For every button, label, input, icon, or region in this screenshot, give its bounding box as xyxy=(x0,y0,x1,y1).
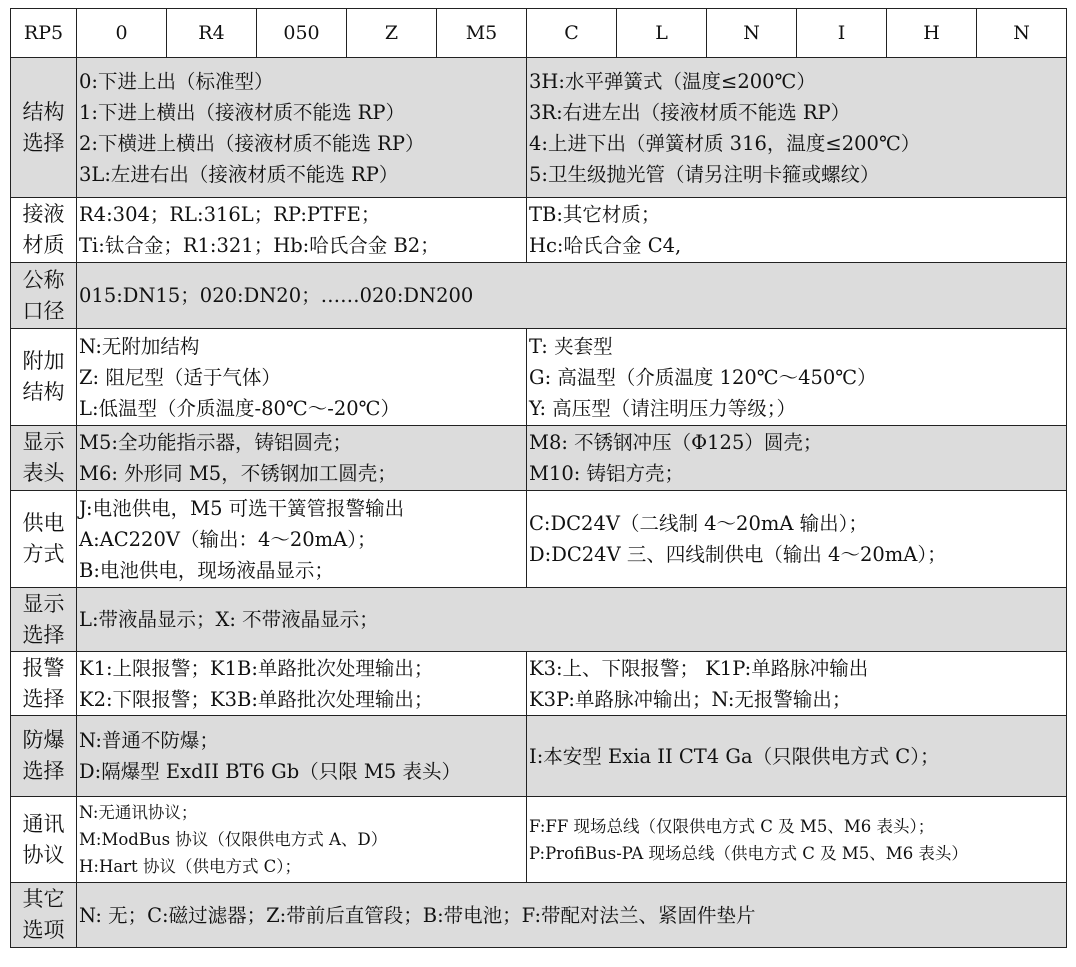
option-line: T: 夹套型 xyxy=(529,334,613,358)
option-line: N:无通讯协议； xyxy=(79,803,198,822)
row-label: 显示 选择 xyxy=(11,588,77,652)
option-line: Hc:哈氏合金 C4, xyxy=(529,234,682,257)
model-code-cell: RP5 xyxy=(11,9,77,58)
model-code-cell: C xyxy=(527,9,617,58)
option-line: 3H:水平弹簧式（温度≤200℃） xyxy=(529,69,816,93)
option-cell-left xyxy=(77,652,527,716)
option-line: P:ProfiBus-PA 现场总线（供电方式 C 及 M5、M6 表头） xyxy=(529,843,968,863)
option-cell-right xyxy=(527,58,1067,198)
option-line: L:带液晶显示；X: 不带液晶显示； xyxy=(79,608,379,631)
option-line: 2:下横进上横出（接液材质不能选 RP） xyxy=(79,131,425,155)
model-code-cell: M5 xyxy=(437,9,527,58)
spec-row xyxy=(11,797,1067,883)
option-line: J:电池供电，M5 可选干簧管报警输出 xyxy=(79,496,405,520)
option-cell-full xyxy=(77,263,1067,329)
option-line: M5:全功能指示器，铸铝圆壳； xyxy=(79,431,352,454)
option-cell-right xyxy=(527,491,1067,588)
model-selection-table xyxy=(10,8,1067,948)
option-line: 5:卫生级抛光管（请另注明卡箍或螺纹） xyxy=(529,162,880,186)
option-line: 3L:左进右出（接液材质不能选 RP） xyxy=(79,162,399,186)
option-line: M6: 外形同 M5，不锈钢加工圆壳； xyxy=(79,462,397,485)
option-line: B:电池供电，现场液晶显示； xyxy=(79,558,334,582)
option-cell-left xyxy=(77,797,527,883)
model-code-cell: N xyxy=(977,9,1067,58)
option-line: M8: 不锈钢冲压（Φ125）圆壳； xyxy=(529,431,823,454)
option-cell-left xyxy=(77,329,527,426)
option-line: K1:上限报警；K1B:单路批次处理输出； xyxy=(79,656,434,680)
option-line: 3R:右进左出（接液材质不能选 RP） xyxy=(529,100,851,124)
row-label: 报警 选择 xyxy=(11,652,77,716)
option-line: H:Hart 协议（供电方式 C）； xyxy=(79,857,302,876)
spec-row xyxy=(11,491,1067,588)
spec-row xyxy=(11,883,1067,948)
model-code-cell: R4 xyxy=(167,9,257,58)
option-line: D:DC24V 三、四线制供电（输出 4～20mA）； xyxy=(529,543,947,566)
option-cell-full xyxy=(77,883,1067,948)
option-cell-right xyxy=(527,716,1067,797)
option-line: N: 无；C:磁过滤器；Z:带前后直管段；B:带电池；F:带配对法兰、紧固件垫片 xyxy=(79,903,756,927)
row-label: 结构 选择 xyxy=(11,58,77,198)
option-line: F:FF 现场总线（仅限供电方式 C 及 M5、M6 表头）； xyxy=(529,816,935,836)
option-line: M:ModBus 协议（仅限供电方式 A、D） xyxy=(79,830,388,849)
spec-row xyxy=(11,329,1067,426)
model-code-cell: N xyxy=(707,9,797,58)
option-line: K2:下限报警；K3B:单路批次处理输出； xyxy=(79,687,434,711)
row-label: 显示 表头 xyxy=(11,426,77,491)
option-line: R4:304；RL:316L；RP:PTFE； xyxy=(79,203,381,226)
row-label: 通讯 协议 xyxy=(11,797,77,883)
model-code-row xyxy=(11,9,1067,58)
option-line: Z: 阻尼型（适于气体） xyxy=(79,365,281,389)
option-line: Y: 高压型（请注明压力等级；） xyxy=(529,396,796,420)
option-line: 1:下进上横出（接液材质不能选 RP） xyxy=(79,100,405,124)
option-line: M10: 铸铝方壳； xyxy=(529,462,685,485)
model-code-cell: 050 xyxy=(257,9,347,58)
option-line: TB:其它材质； xyxy=(529,203,661,226)
model-code-cell: Z xyxy=(347,9,437,58)
option-line: A:AC220V（输出：4～20mA）； xyxy=(79,527,377,551)
option-cell-full xyxy=(77,588,1067,652)
option-line: I:本安型 Exia II CT4 Ga（只限供电方式 C）； xyxy=(529,744,940,768)
row-label: 公称 口径 xyxy=(11,263,77,329)
row-label: 接液 材质 xyxy=(11,198,77,263)
option-line: 0:下进上出（标准型） xyxy=(79,69,274,93)
option-line: N:普通不防爆； xyxy=(79,729,219,752)
row-label: 防爆 选择 xyxy=(11,716,77,797)
option-line: G: 高温型（介质温度 120℃～450℃） xyxy=(529,365,877,389)
option-cell-right xyxy=(527,329,1067,426)
option-line: C:DC24V（二线制 4～20mA 输出）； xyxy=(529,512,868,535)
option-cell-right xyxy=(527,652,1067,716)
option-line: K3P:单路脉冲输出；N:无报警输出； xyxy=(529,687,852,711)
spec-row xyxy=(11,588,1067,652)
model-code-cell: L xyxy=(617,9,707,58)
spec-row xyxy=(11,426,1067,491)
model-code-cell: I xyxy=(797,9,887,58)
option-cell-right xyxy=(527,797,1067,883)
option-line: D:隔爆型 ExdII BT6 Gb（只限 M5 表头） xyxy=(79,760,461,783)
model-code-cell: H xyxy=(887,9,977,58)
option-line: L:低温型（介质温度-80℃～-20℃） xyxy=(79,396,400,420)
option-cell-left xyxy=(77,716,527,797)
option-cell-right xyxy=(527,198,1067,263)
option-cell-left xyxy=(77,58,527,198)
row-label: 附加 结构 xyxy=(11,329,77,426)
spec-row xyxy=(11,652,1067,716)
row-label: 供电 方式 xyxy=(11,491,77,588)
option-cell-left xyxy=(77,198,527,263)
option-line: 4:上进下出（弹簧材质 316，温度≤200℃） xyxy=(529,131,921,155)
spec-row xyxy=(11,58,1067,198)
option-cell-right xyxy=(527,426,1067,491)
option-line: K3:上、下限报警； K1P:单路脉冲输出 xyxy=(529,656,869,680)
option-line: 015:DN15；020:DN20；……020:DN200 xyxy=(79,284,474,307)
spec-row xyxy=(11,263,1067,329)
spec-row xyxy=(11,198,1067,263)
spec-row xyxy=(11,716,1067,797)
row-label: 其它 选项 xyxy=(11,883,77,948)
option-cell-left xyxy=(77,426,527,491)
option-line: N:无附加结构 xyxy=(79,334,200,358)
model-code-cell: 0 xyxy=(77,9,167,58)
option-cell-left xyxy=(77,491,527,588)
option-line: Ti:钛合金；R1:321；Hb:哈氏合金 B2； xyxy=(79,234,440,257)
